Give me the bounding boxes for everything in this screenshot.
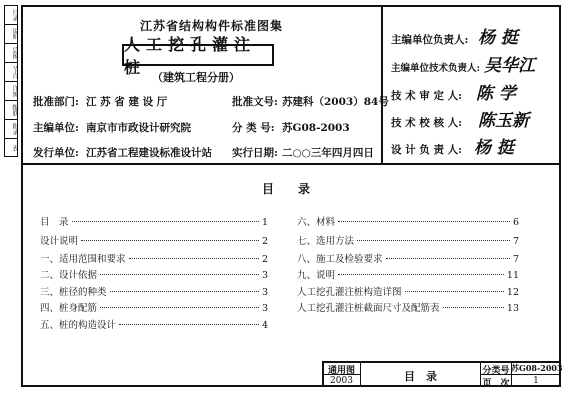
toc-item-label: 目 录 — [40, 217, 69, 228]
side-index-cell: 总图 — [5, 44, 17, 63]
toc-item-page: 2 — [261, 254, 268, 265]
toc-item-page: 1 — [261, 217, 268, 228]
signature-name: 陈 学 — [476, 84, 516, 104]
atlas-subtitle: （建筑工程分册） — [152, 71, 240, 84]
toc-item[interactable] — [297, 300, 519, 314]
toc-item-page: 7 — [512, 254, 519, 265]
class-no-label: 分 类 号: — [232, 122, 275, 134]
signature-name: 杨 挺 — [474, 138, 514, 158]
signature-name: 杨 挺 — [478, 28, 518, 48]
title-block-applicable-label: 通用图 — [327, 366, 355, 376]
toc-item[interactable] — [40, 317, 268, 331]
side-index-cell: 说明 — [5, 25, 17, 44]
approval-dept-label: 批准部门: — [33, 96, 79, 108]
toc-item-label: 设计说明 — [40, 236, 79, 247]
toc-item-label: 九、说明 — [297, 270, 336, 281]
toc-item-label: 六、材料 — [297, 217, 336, 228]
toc-item-page: 3 — [261, 287, 268, 298]
signature-name: 陈玉新 — [478, 111, 529, 131]
title-block-page: 1 — [533, 376, 539, 386]
toc-item-label: 三、桩径的种类 — [40, 287, 107, 298]
approval-dept: 江 苏 省 建 设 厅 — [86, 96, 168, 108]
side-index-strip — [4, 5, 18, 157]
title-block-applicable-year: 2003 — [330, 376, 353, 386]
toc-item[interactable] — [40, 300, 268, 314]
title-block-class-label: 分类号 — [482, 366, 510, 376]
toc-item-label: 八、施工及检验要求 — [297, 254, 383, 265]
signature-role: 技 术 校 核 人: — [391, 117, 462, 129]
toc-item-page: 11 — [506, 270, 519, 281]
effective-date-label: 实行日期: — [232, 147, 278, 159]
toc-item[interactable] — [297, 267, 519, 281]
toc-item-page: 3 — [261, 270, 268, 281]
side-index-cell: 配筋 — [5, 101, 17, 120]
signature-role: 技 术 审 定 人: — [391, 90, 462, 102]
header-divider — [21, 163, 561, 165]
toc-item[interactable] — [40, 233, 268, 247]
class-no: 苏G08-2003 — [282, 122, 350, 134]
toc-item-label: 人工挖孔灌注桩截面尺寸及配筋表 — [297, 303, 440, 314]
title-block-page-label: 页 次 — [482, 379, 510, 389]
signature-divider — [381, 5, 383, 163]
toc-item[interactable] — [40, 267, 268, 281]
toc-item[interactable] — [40, 214, 268, 228]
toc-item-label: 二、设计依据 — [40, 270, 98, 281]
side-index-cell: 目录 — [5, 6, 17, 25]
toc-item-page: 13 — [506, 303, 519, 314]
series-title: 江苏省结构构件标准图集 — [140, 19, 284, 33]
toc-item-label: 人工挖孔灌注桩构造详图 — [297, 287, 402, 298]
title-block-sheet-name: 目 录 — [404, 370, 437, 383]
approval-doc-label: 批准文号: — [232, 96, 278, 108]
toc-heading: 目 录 — [262, 182, 311, 196]
toc-item-page: 3 — [261, 303, 268, 314]
atlas-title: 人工挖孔灌注桩 — [122, 44, 274, 66]
editor-unit-label: 主编单位: — [33, 122, 79, 134]
toc-item[interactable] — [297, 214, 519, 228]
toc-item-page: 2 — [261, 236, 268, 247]
toc-item-page: 7 — [512, 236, 519, 247]
toc-item-label: 七、选用方法 — [297, 236, 355, 247]
toc-item-label: 五、桩的构造设计 — [40, 320, 117, 331]
toc-item[interactable] — [40, 284, 268, 298]
side-index-cell: 节点 — [5, 63, 17, 82]
publisher-label: 发行单位: — [33, 147, 79, 159]
toc-item[interactable] — [297, 284, 519, 298]
side-index-cell: 附录 — [5, 120, 17, 139]
toc-item-page: 12 — [506, 287, 519, 298]
toc-item[interactable] — [40, 251, 268, 265]
toc-item-label: 四、桩身配筋 — [40, 303, 98, 314]
side-index-cell: 表 — [11, 145, 18, 151]
toc-item[interactable] — [297, 233, 519, 247]
signature-role: 主编单位负责人: — [391, 34, 469, 46]
effective-date: 二○○三年四月四日 — [282, 147, 374, 159]
toc-item-page: 4 — [261, 320, 268, 331]
editor-unit: 南京市市政设计研究院 — [86, 122, 191, 134]
toc-item-page: 6 — [512, 217, 519, 228]
signature-role: 设 计 负 责 人: — [391, 144, 462, 156]
toc-item-label: 一、适用范围和要求 — [40, 254, 126, 265]
title-block-class-no: 苏G08-2003 — [511, 363, 563, 373]
approval-doc: 苏建科（2003）84号 — [282, 96, 389, 108]
signature-role: 主编单位技术负责人: — [391, 63, 481, 74]
toc-item[interactable] — [297, 251, 519, 265]
side-index-cell: 详图 — [5, 82, 17, 101]
publisher: 江苏省工程建设标准设计站 — [86, 147, 212, 159]
signature-name: 吴华江 — [484, 56, 535, 76]
